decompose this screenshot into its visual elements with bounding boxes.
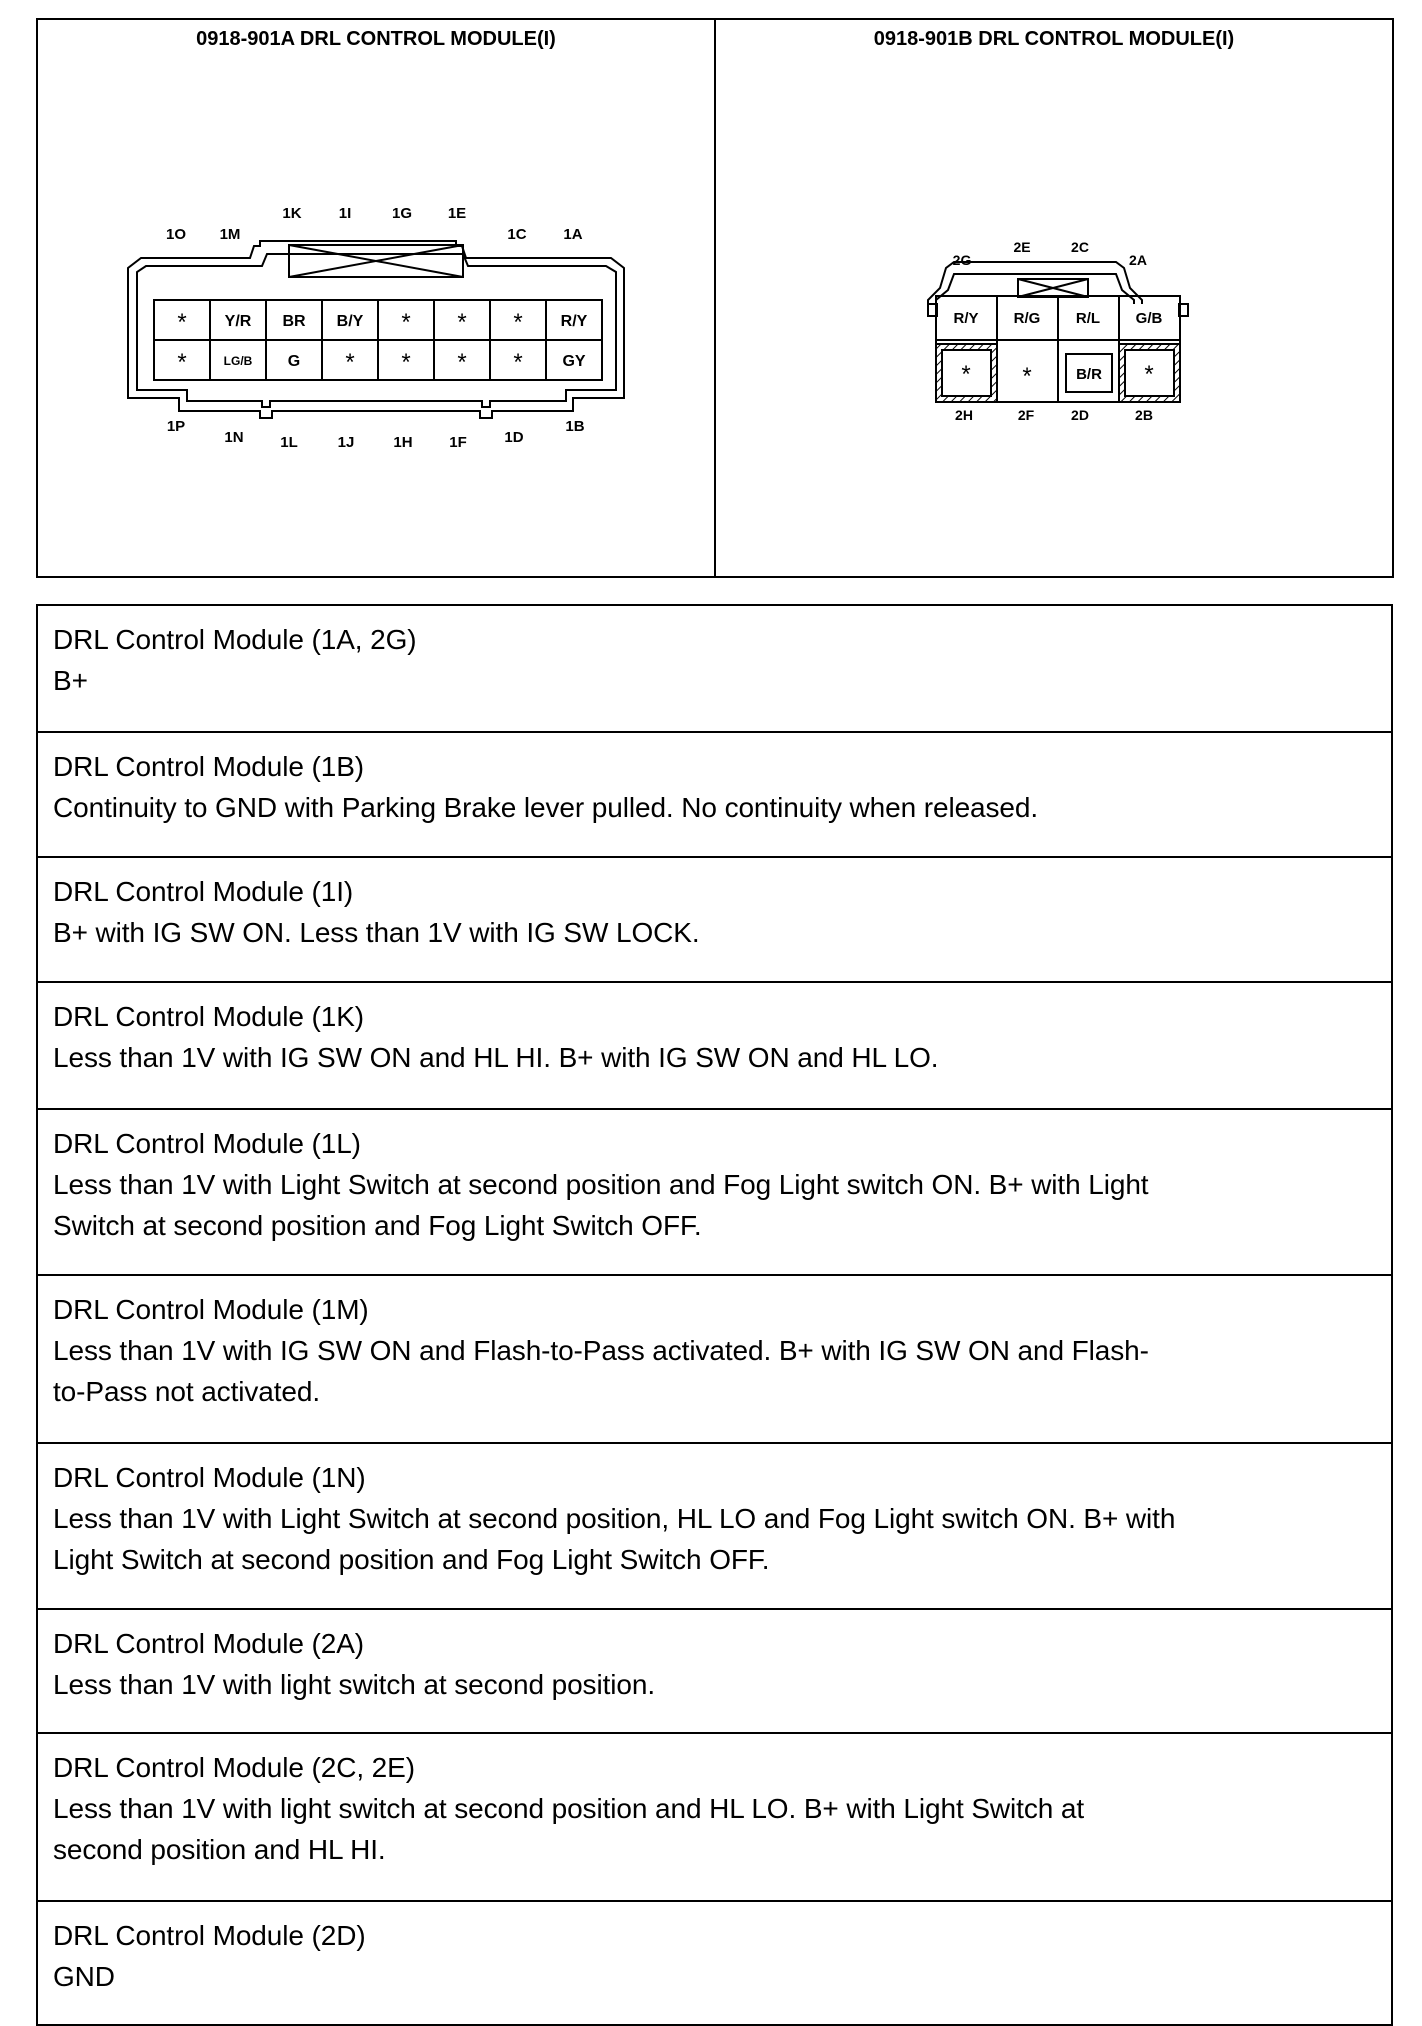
pin-label-2e: 2E [1013, 239, 1031, 255]
cavity-label: B/Y [336, 313, 364, 330]
test-title: DRL Control Module (2D) [53, 1920, 366, 1951]
cavity-label: Y/R [224, 313, 252, 330]
pin-label-1c: 1C [507, 226, 527, 243]
pin-label-1j: 1J [337, 434, 355, 451]
test-description: B+ [53, 665, 88, 696]
test-title: DRL Control Module (1K) [53, 1001, 365, 1032]
test-title: DRL Control Module (1N) [53, 1462, 366, 1493]
cavity-label: * [457, 309, 467, 336]
test-description: B+ with IG SW ON. Less than 1V with IG SW LOCK. [53, 917, 700, 948]
test-row-2a [38, 1608, 1391, 1732]
test-title: DRL Control Module (1L) [53, 1128, 361, 1159]
connector-diagram [36, 18, 1394, 578]
cavity-label: * [1144, 361, 1154, 388]
cavity-label: * [401, 309, 411, 336]
pin-label-1e: 1E [447, 205, 467, 222]
cavity-label: * [177, 349, 187, 376]
pin-label-1a: 1A [563, 226, 583, 243]
test-title: DRL Control Module (1A, 2G) [53, 624, 417, 655]
module-a-cavity-grid [154, 300, 602, 380]
test-description: Continuity to GND with Parking Brake lever pulled. No continuity when released. [53, 792, 1039, 823]
test-row-1a-2g [38, 606, 1391, 731]
pin-label-1g: 1G [391, 205, 413, 222]
module-a-top-pin-labels [166, 205, 583, 243]
test-description: Less than 1V with Light Switch at second position, HL LO and Fog Light switch ON. B+ with [53, 1503, 1176, 1534]
cavity-label: * [177, 309, 187, 336]
cavity-label: * [513, 349, 523, 376]
test-description: Less than 1V with light switch at second position. [53, 1669, 656, 1700]
module-b-title: 0918-901B DRL CONTROL MODULE(I) [873, 28, 1235, 50]
module-a [128, 28, 624, 451]
module-b [874, 28, 1234, 423]
test-row-1n [38, 1442, 1391, 1608]
pin-label-1k: 1K [282, 205, 302, 222]
cavity-label: * [401, 349, 411, 376]
test-table [36, 604, 1393, 2026]
cavity-label: * [345, 349, 355, 376]
pin-label-2c: 2C [1071, 239, 1089, 255]
cavity-label: R/G [1013, 310, 1041, 327]
pin-label-2b: 2B [1135, 407, 1153, 423]
pin-label-2a: 2A [1129, 252, 1147, 268]
pin-label-1f: 1F [449, 434, 467, 451]
test-description: Less than 1V with IG SW ON and Flash-to-Pass activated. B+ with IG SW ON and Flash- [53, 1335, 1149, 1366]
pin-label-1o: 1O [165, 226, 187, 243]
test-description: Less than 1V with Light Switch at second position and Fog Light switch ON. B+ with Light [53, 1169, 1149, 1200]
test-description: Less than 1V with IG SW ON and HL HI. B+ with IG SW ON and HL LO. [53, 1042, 939, 1073]
cavity-label: * [457, 349, 467, 376]
test-row-1m [38, 1274, 1391, 1442]
cavity-label: * [961, 361, 971, 388]
pin-label-1l: 1L [280, 434, 298, 451]
test-row-1l [38, 1108, 1391, 1274]
test-row-1i [38, 856, 1391, 981]
cavity-label: R/Y [560, 313, 588, 330]
pin-label-1b: 1B [565, 418, 585, 435]
cavity-label: B/R [1076, 366, 1102, 383]
pin-label-2d: 2D [1071, 407, 1089, 423]
test-description: to-Pass not activated. [53, 1376, 321, 1407]
module-b-bottom-pin-labels [955, 407, 1153, 423]
pin-label-1n: 1N [224, 429, 244, 446]
pin-label-1i: 1I [338, 205, 352, 222]
test-title: DRL Control Module (1M) [53, 1294, 369, 1325]
test-title: DRL Control Module (2A) [53, 1628, 365, 1659]
module-a-bottom-pin-labels [167, 418, 585, 451]
test-description: Light Switch at second position and Fog Light Switch OFF. [53, 1544, 770, 1575]
pin-label-1h: 1H [393, 434, 413, 451]
cavity-label: G/B [1135, 310, 1163, 327]
test-row-2c-2e [38, 1732, 1391, 1900]
test-title: DRL Control Module (1I) [53, 876, 354, 907]
module-a-connector [128, 241, 624, 418]
module-a-title: 0918-901A DRL CONTROL MODULE(I) [196, 28, 556, 50]
test-row-1k [38, 981, 1391, 1108]
cavity-label: LG/B [223, 354, 253, 368]
test-title: DRL Control Module (2C, 2E) [53, 1752, 415, 1783]
test-description: Less than 1V with light switch at second position and HL LO. B+ with Light Switch at [53, 1793, 1085, 1824]
test-title: DRL Control Module (1B) [53, 751, 365, 782]
cavity-label: G [287, 353, 301, 370]
cavity-label: * [513, 309, 523, 336]
cavity-label: R/Y [953, 310, 979, 327]
pin-label-2g: 2G [952, 252, 972, 268]
test-description: second position and HL HI. [53, 1834, 386, 1865]
cavity-label: R/L [1075, 310, 1101, 327]
pin-label-1d: 1D [504, 429, 524, 446]
cavity-label: BR [282, 313, 306, 330]
pin-label-1m: 1M [219, 226, 241, 243]
cavity-label: * [1022, 363, 1032, 390]
test-row-2d [38, 1900, 1391, 2024]
test-description: Switch at second position and Fog Light Switch OFF. [53, 1210, 702, 1241]
test-description: GND [53, 1961, 115, 1992]
pin-label-1p: 1P [166, 418, 186, 435]
pin-label-2f: 2F [1017, 407, 1035, 423]
test-row-1b [38, 731, 1391, 856]
pin-label-2h: 2H [955, 407, 973, 423]
cavity-label: GY [562, 353, 586, 370]
